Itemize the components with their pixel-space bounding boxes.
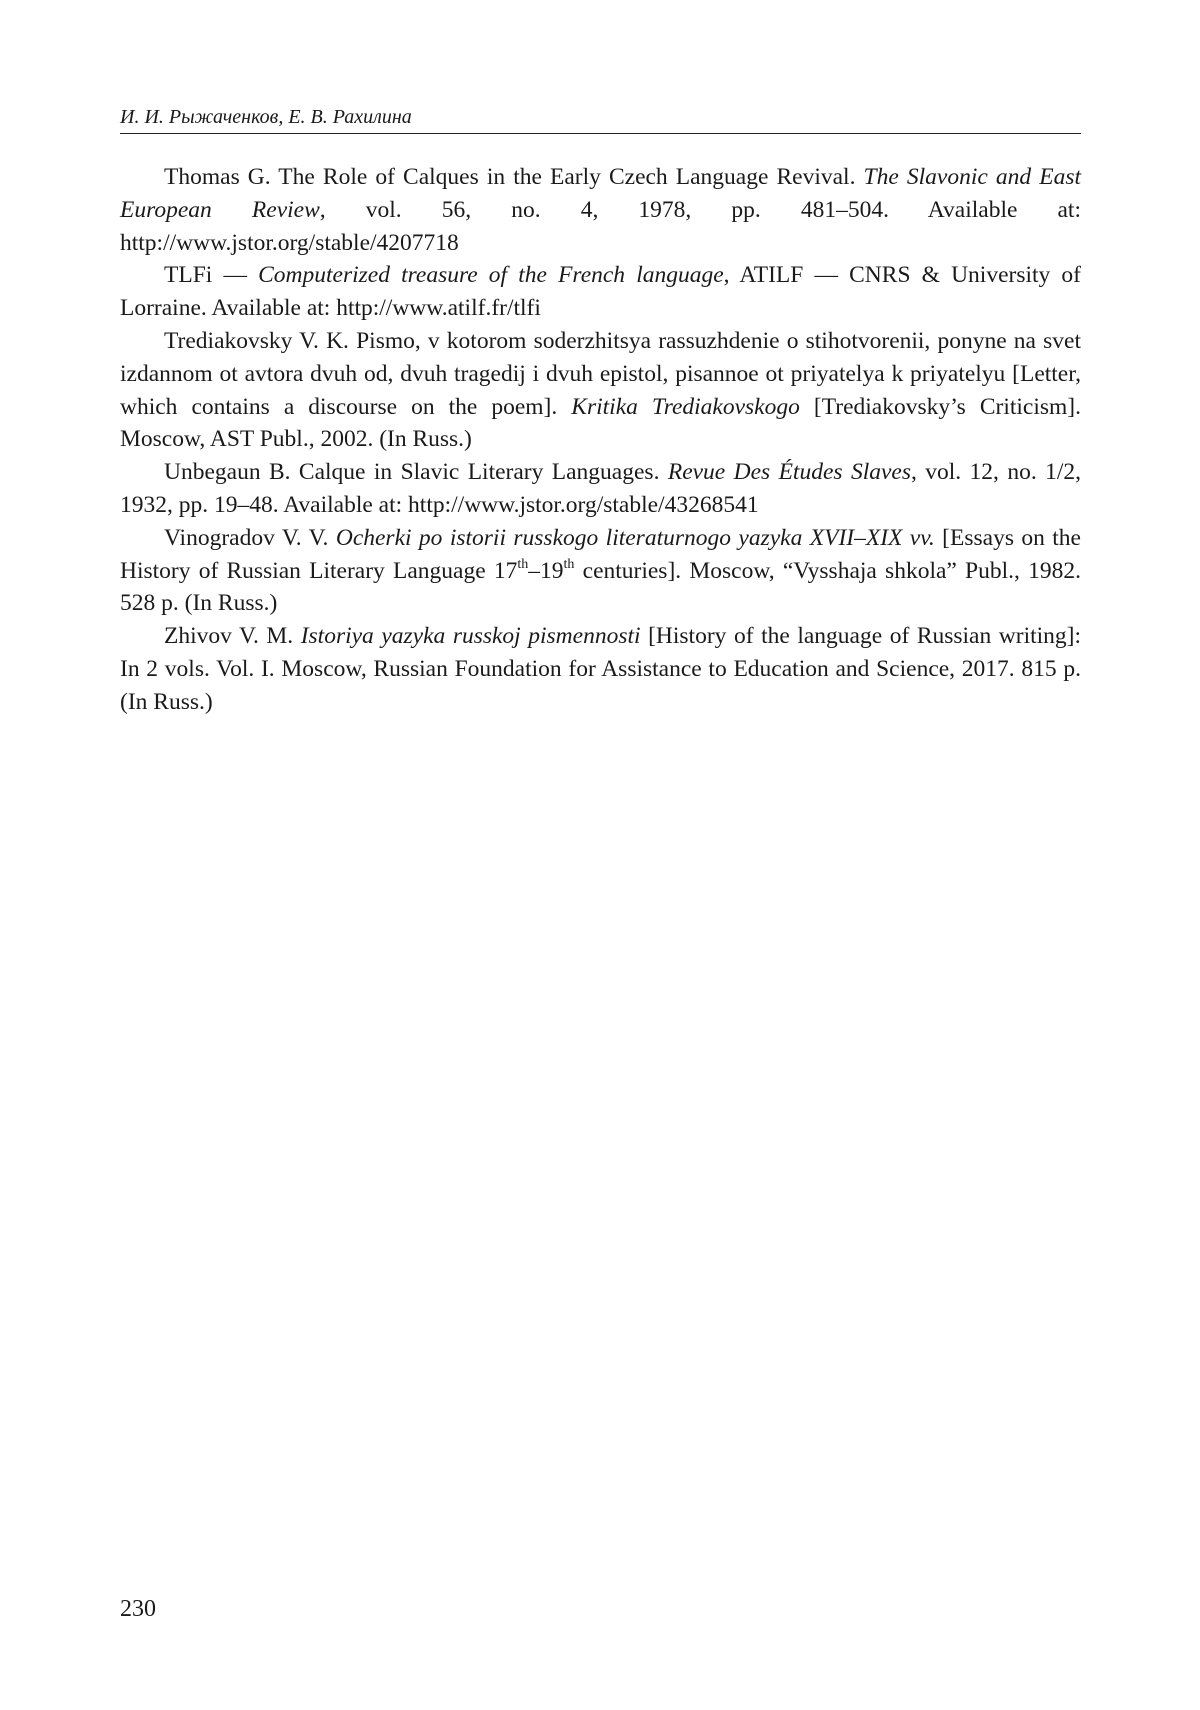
reference-journal-title: The Slavonic and East European Review (120, 164, 1081, 223)
reference-text: , ATILF — CNRS & University of Lorraine. Available at: http://www.atilf.fr/tlfi (120, 262, 1082, 322)
reference-tlfi (120, 259, 1081, 325)
ordinal-suffix: th (563, 556, 575, 572)
reference-text: –19 (528, 557, 564, 584)
reference-trediakovsky (120, 325, 1081, 456)
reference-work-title: Kritika Trediakovskogo (571, 393, 800, 420)
running-header-authors: И. И. Рыжаченков, Е. В. Рахилина (120, 106, 412, 128)
reference-text: centuries]. Moscow, “Vysshaja shkola” Publ., 1982. 528 p. (In Russ.) (120, 557, 1081, 617)
reference-thomas (120, 161, 1081, 259)
reference-text: [Essays on the History of Russian Literary Language 17 (120, 524, 1081, 584)
ordinal-suffix: th (517, 556, 529, 572)
page-number: 230 (120, 1596, 156, 1622)
reference-text: [History of the language of Russian writing]: In 2 vols. Vol. I. Moscow, Russian Foundation for Assistance to Education and Science, 2017. 815 p. (In Russ.) (120, 623, 1082, 715)
reference-work-title: Istoriya yazyka russkoj pismennosti (300, 623, 641, 650)
reference-work-title: Computerized treasure of the French language (258, 262, 724, 289)
reference-journal-title: Revue Des Études Slaves (667, 459, 911, 486)
reference-zhivov (120, 620, 1081, 718)
reference-vinogradov (120, 522, 1081, 620)
reference-text: Vinogradov V. V. (164, 524, 336, 551)
reference-text: Unbegaun B. Calque in Slavic Literary Languages. (164, 459, 668, 486)
reference-text: , vol. 56, no. 4, 1978, pp. 481–504. Available at: http://www.jstor.org/stable/4207718 (120, 196, 1081, 256)
reference-text: , vol. 12, no. 1/2, 1932, pp. 19–48. Available at: http://www.jstor.org/stable/43268541 (120, 459, 1082, 518)
reference-text: Thomas G. The Role of Calques in the Early Czech Language Revival. (164, 164, 864, 190)
reference-unbegaun (120, 456, 1081, 522)
reference-text: Trediakovsky V. K. Pismo, v kotorom soderzhitsya rassuzhdenie o stihotvorenii, ponyne na svet izdannom ot avtora dvuh od, dvuh tragedij i dvuh epistol, pisannoe ot priyatelya k priyatelyu [Letter, which contains a discourse on the poem]. (120, 327, 1081, 420)
reference-work-title: Ocherki po istorii russkogo literaturnogo yazyka XVII–XIX vv. (335, 524, 935, 551)
reference-text: Zhivov V. M. (164, 623, 301, 650)
header-divider (120, 133, 1081, 134)
reference-text: TLFi — (164, 262, 259, 289)
reference-list (120, 161, 1081, 719)
reference-text: [Trediakovsky’s Criticism]. Moscow, AST Publ., 2002. (In Russ.) (120, 393, 1082, 453)
